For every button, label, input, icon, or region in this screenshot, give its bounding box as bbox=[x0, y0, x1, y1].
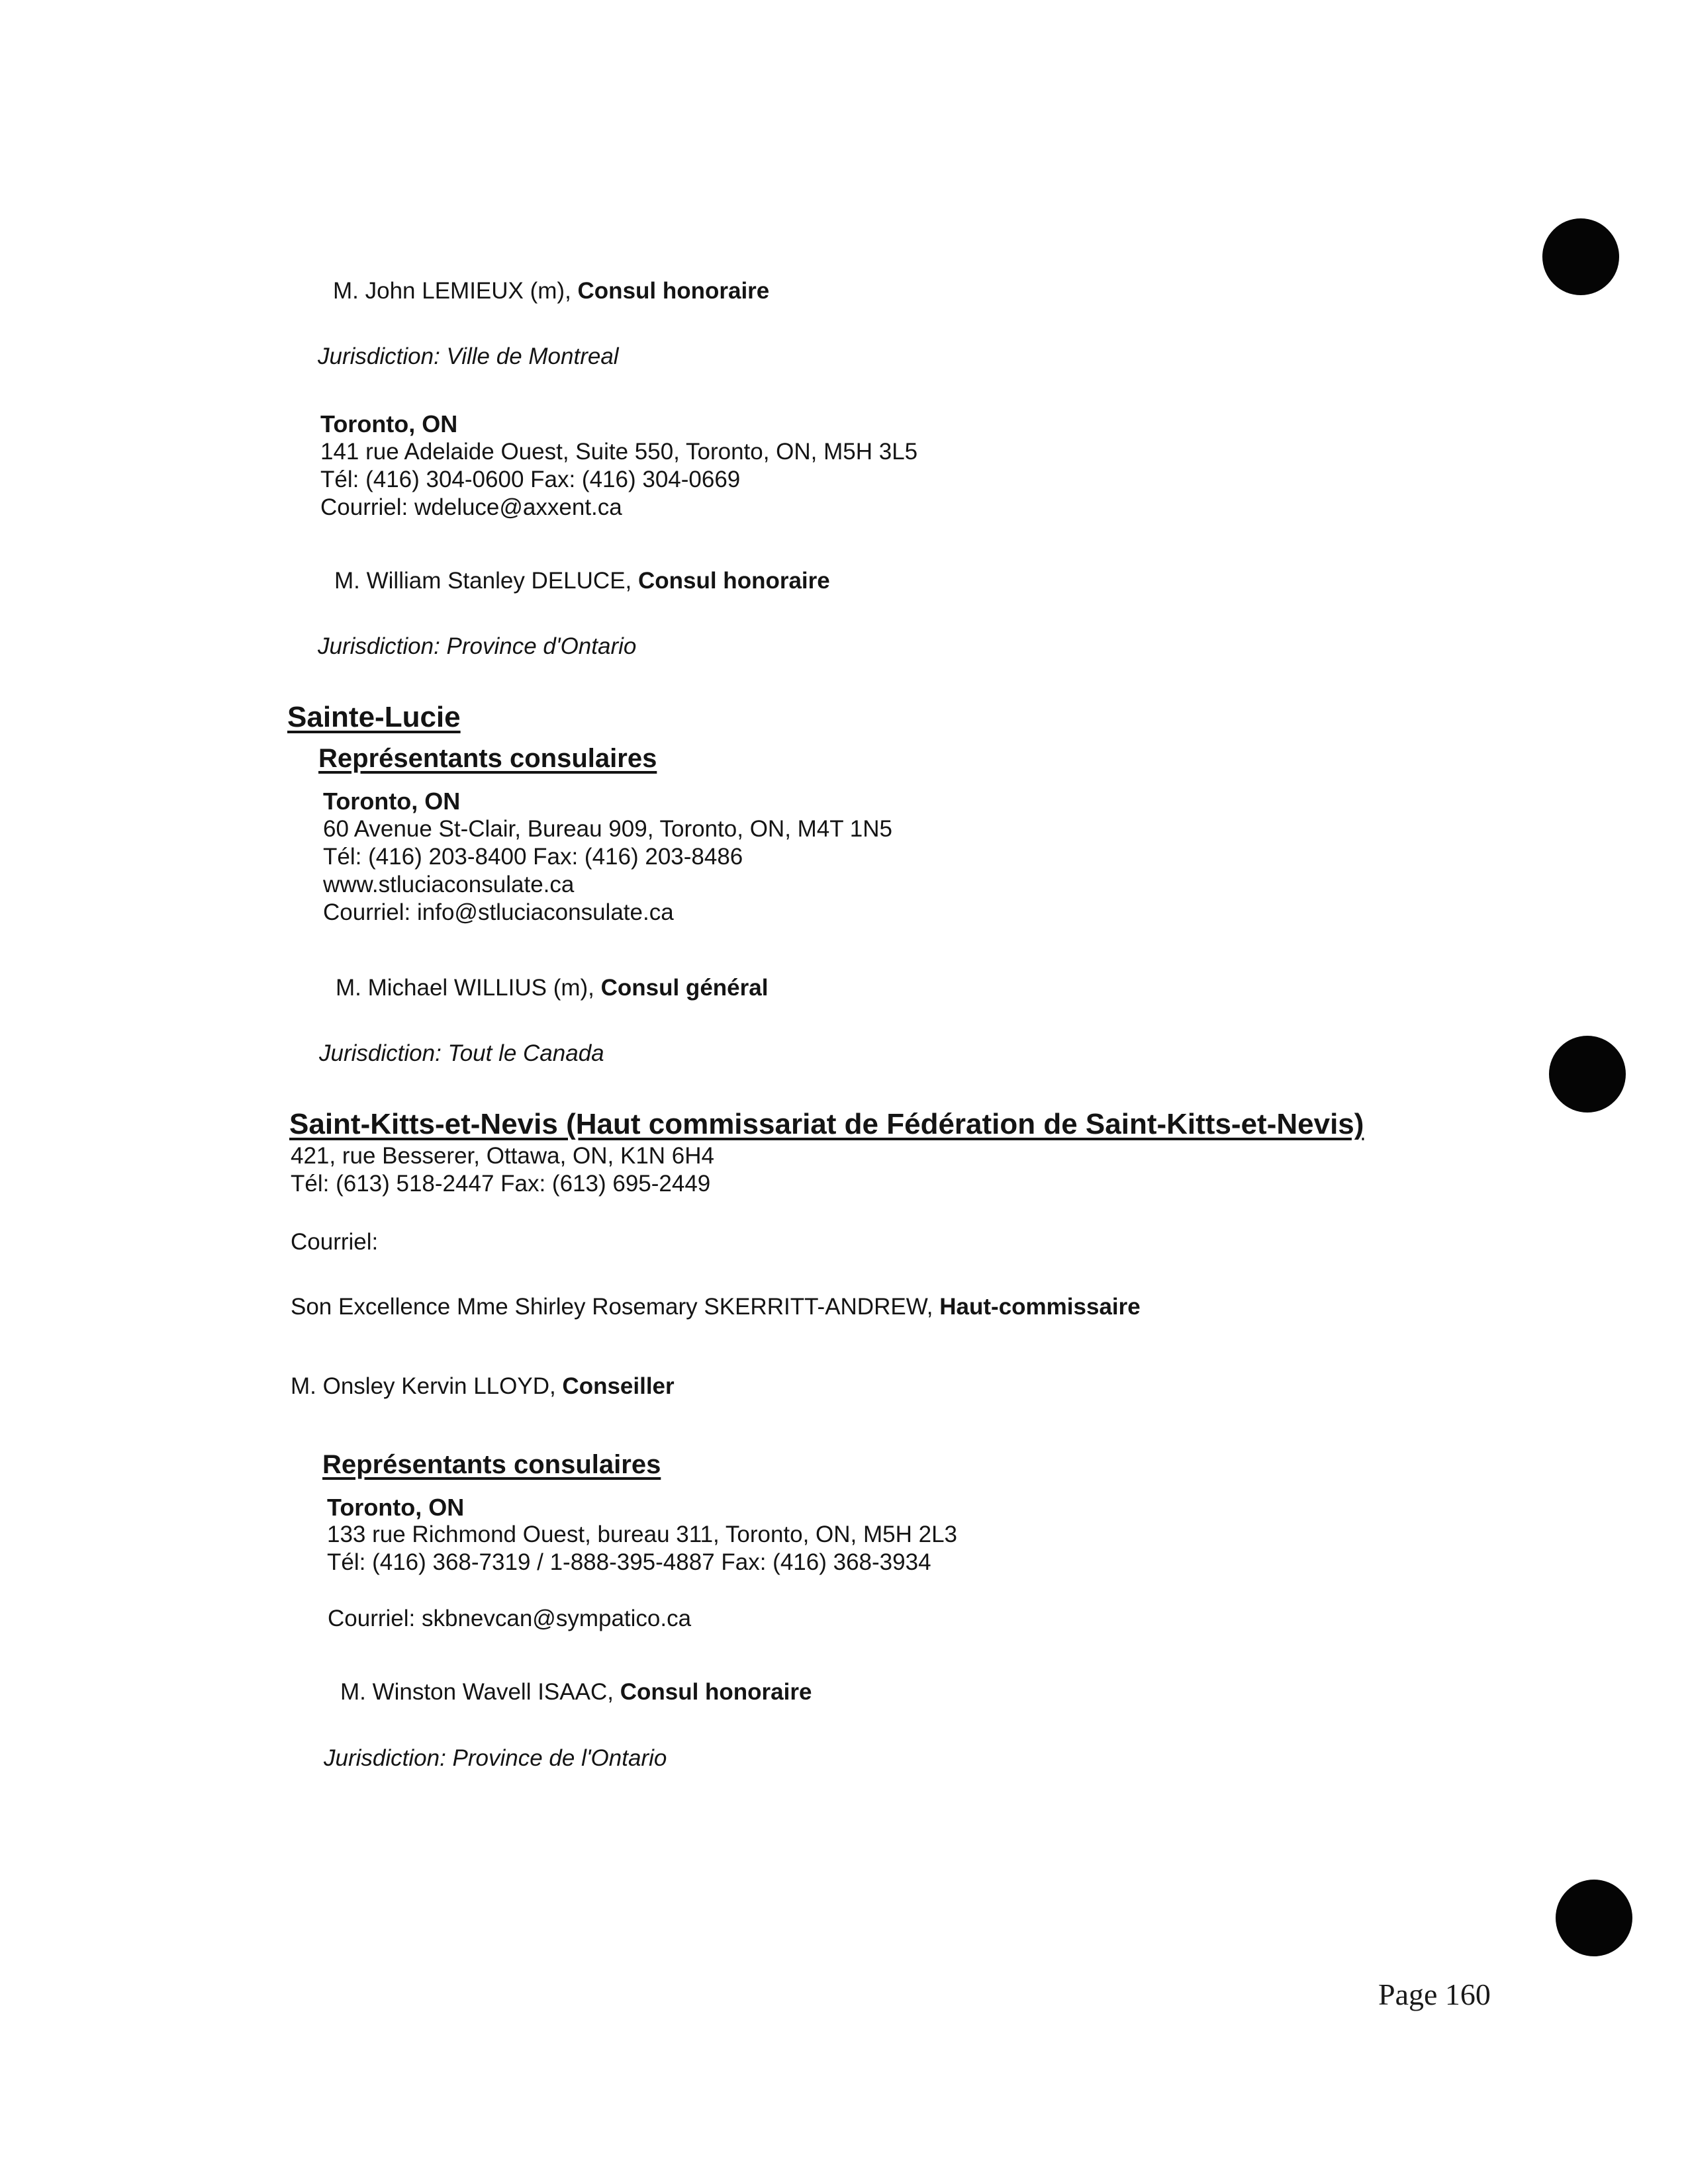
person-name: M. William Stanley DELUCE, bbox=[334, 568, 638, 594]
office-address: 133 rue Richmond Ouest, bureau 311, Toronto, ON, M5H 2L3 bbox=[327, 1522, 958, 1547]
consul-entry-willius bbox=[336, 974, 768, 1002]
consul-entry-lemieux bbox=[333, 277, 769, 305]
consular-representatives-heading: Représentants consulaires bbox=[322, 1450, 661, 1479]
punch-hole-bottom bbox=[1556, 1880, 1632, 1956]
office-website: www.stluciaconsulate.ca bbox=[323, 872, 575, 897]
counsellor-entry bbox=[291, 1373, 675, 1400]
mission-address: 421, rue Besserer, Ottawa, ON, K1N 6H4 bbox=[291, 1143, 715, 1169]
office-address: 60 Avenue St-Clair, Bureau 909, Toronto, ON, M4T 1N5 bbox=[323, 816, 892, 842]
country-heading-sainte-lucie: Sainte-Lucie bbox=[287, 701, 461, 733]
office-phone: Tél: (416) 304-0600 Fax: (416) 304-0669 bbox=[320, 467, 741, 492]
jurisdiction-ontario-province bbox=[324, 1745, 667, 1772]
punch-hole-middle bbox=[1549, 1036, 1626, 1113]
consul-entry-deluce bbox=[334, 567, 830, 595]
mission-email: Courriel: bbox=[291, 1229, 379, 1255]
country-heading-saint-kitts: Saint-Kitts-et-Nevis (Haut commissariat de Fédération de Saint-Kitts-et-Nevis) bbox=[289, 1108, 1364, 1140]
jurisdiction-value: Ville de Montreal bbox=[440, 343, 619, 369]
person-name: Son Excellence Mme Shirley Rosemary SKERRITT-ANDREW, bbox=[291, 1294, 940, 1320]
consul-entry-isaac bbox=[340, 1678, 812, 1706]
person-title: Consul général bbox=[600, 975, 769, 1001]
person-name: M. Winston Wavell ISAAC, bbox=[340, 1679, 620, 1705]
person-name: M. Onsley Kervin LLOYD, bbox=[291, 1373, 563, 1399]
person-title: Haut-commissaire bbox=[939, 1294, 1141, 1320]
person-name: M. Michael WILLIUS (m), bbox=[336, 975, 601, 1001]
jurisdiction-ontario bbox=[318, 633, 636, 660]
office-city: Toronto, ON bbox=[320, 410, 458, 437]
jurisdiction-label: Jurisdiction: bbox=[319, 1040, 442, 1066]
high-commissioner-entry bbox=[291, 1293, 1141, 1321]
office-email: Courriel: wdeluce@axxent.ca bbox=[320, 494, 622, 520]
jurisdiction-value: Tout le Canada bbox=[441, 1040, 604, 1066]
person-name: M. John LEMIEUX (m), bbox=[333, 278, 578, 304]
office-city: Toronto, ON bbox=[323, 788, 461, 815]
person-title: Consul honoraire bbox=[577, 278, 770, 304]
punch-hole-top bbox=[1542, 218, 1619, 295]
office-phone: Tél: (416) 203-8400 Fax: (416) 203-8486 bbox=[323, 844, 743, 870]
jurisdiction-label: Jurisdiction: bbox=[318, 633, 440, 659]
jurisdiction-value: Province d'Ontario bbox=[440, 633, 637, 659]
office-address: 141 rue Adelaide Ouest, Suite 550, Toronto, ON, M5H 3L5 bbox=[320, 439, 918, 465]
person-title: Consul honoraire bbox=[637, 568, 830, 594]
person-title: Consul honoraire bbox=[620, 1679, 812, 1705]
jurisdiction-canada bbox=[319, 1040, 604, 1068]
office-phone: Tél: (416) 368-7319 / 1-888-395-4887 Fax: (416) 368-3934 bbox=[327, 1549, 931, 1575]
jurisdiction-label: Jurisdiction: bbox=[318, 343, 440, 369]
jurisdiction-montreal bbox=[318, 343, 619, 371]
office-email: Courriel: info@stluciaconsulate.ca bbox=[323, 899, 674, 925]
consular-representatives-heading: Représentants consulaires bbox=[318, 744, 657, 773]
person-title: Conseiller bbox=[562, 1373, 675, 1399]
jurisdiction-label: Jurisdiction: bbox=[324, 1745, 446, 1771]
mission-phone: Tél: (613) 518-2447 Fax: (613) 695-2449 bbox=[291, 1171, 711, 1197]
office-city: Toronto, ON bbox=[327, 1494, 465, 1521]
jurisdiction-value: Province de l'Ontario bbox=[445, 1745, 667, 1771]
page-number: Page 160 bbox=[1378, 1978, 1491, 2011]
office-email: Courriel: skbnevcan@sympatico.ca bbox=[328, 1606, 692, 1631]
